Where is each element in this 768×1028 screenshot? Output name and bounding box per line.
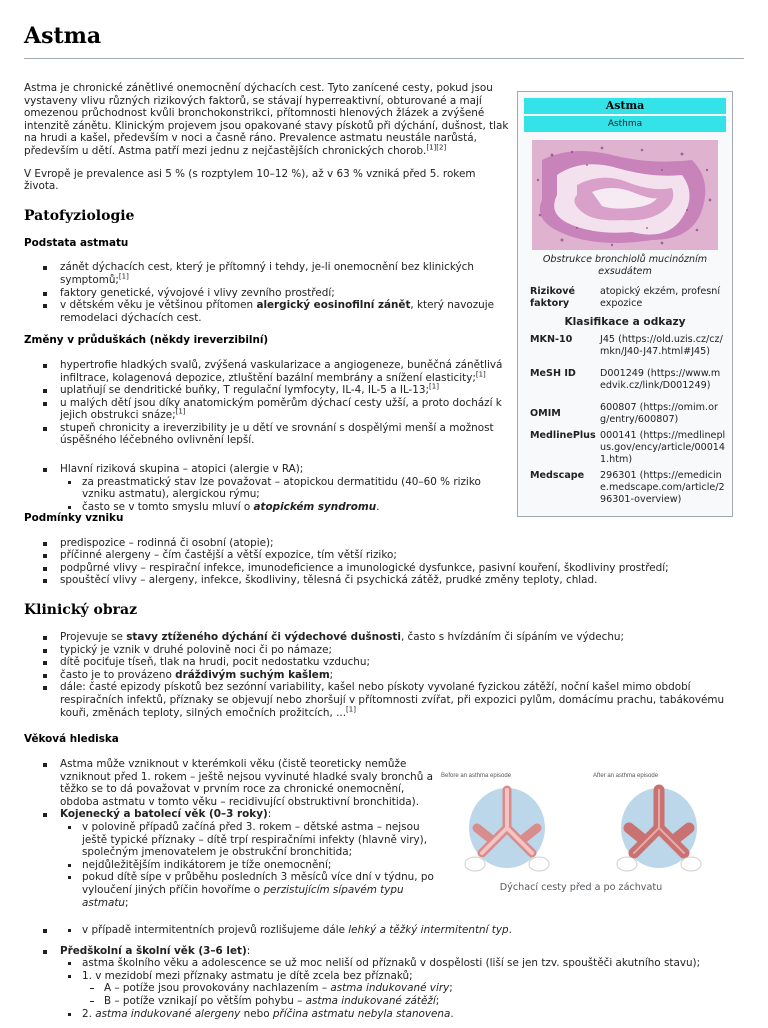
bold-text: dráždivým suchým kašlem (175, 668, 330, 681)
infobox-section-heading: Klasifikace a odkazy (564, 316, 686, 328)
list-item (60, 463, 512, 513)
list-item (60, 299, 512, 324)
reference-link[interactable]: [1] (346, 705, 356, 714)
airway-figure (437, 768, 725, 895)
section-heading-patofyziologie: Patofyziologie (24, 207, 135, 224)
list-item-text: hypertrofie hladkých svalů, zvýšená vaskularizace a angiogeneze, buněčná zánětlivá infiltrace, kolagenová depozice, ztluštění bazální membrány a snížení elasticity; (60, 358, 503, 384)
sublist-riziko (60, 476, 512, 514)
list-item-text: , často s hvízdáním či sípáním ve výdechu; (400, 630, 625, 643)
intro-paragraph (24, 82, 512, 158)
list-item (60, 261, 512, 286)
infobox-row-label: MedlinePlus (530, 430, 596, 441)
figure-label-before: Before an asthma episode (441, 773, 512, 779)
emphasis-text: perzistujícím sípavém typu astmatu (82, 883, 404, 909)
title-divider (24, 58, 744, 59)
reference-link[interactable]: [1] (475, 370, 486, 379)
list-item: predispozice – rodinná či osobní (atopie); (60, 537, 744, 550)
sublist-kojenecky (60, 821, 434, 909)
sublist-item (104, 995, 744, 1008)
infobox-risk-label: Rizikové faktory (530, 286, 576, 309)
subheading-zmeny: Změny v průduškách (někdy ireverzibilní) (24, 334, 269, 347)
intro-text: Astma je chronické zánětlivé onemocnění dýchacích cest. Tyto zanícené cesty, pokud jsou vystaveny vlivu různých rizikových faktorů, se stávají hyperreaktivní, obturované a mají omezenou průchodnost kvůli bronchokonstrikci, přítomnosti hlenových žlázek a zvýšené intenzitě zánětu. Klinickým projevem jsou opakované stavy pískotů při dýchání, dušnost, tlak na hrudi a kašel, především v noci a časně ráno. Prevalence astmatu neustále narůstá, především u dětí. Astma patří mezi jednu z nejčastějších chronických chorob. (24, 82, 509, 157)
list-item-text: zánět dýchacích cest, který je přítomný i tehdy, je-li onemocnění bez klinických symptomů; (60, 261, 474, 286)
list-zmeny (24, 359, 512, 447)
list-item: podpůrné vlivy – respirační infekce, imunodeficience a imunologické dysfunkce, pasivní kouření, škodliviny prostředí; (60, 562, 744, 575)
list-item (60, 808, 434, 909)
infobox-link-medlineplus[interactable]: 000141 (https://medlineplus.gov/ency/article/000141.htm) (600, 430, 726, 465)
sublist-predskolni (60, 957, 744, 1020)
list-vekova (24, 758, 434, 909)
list-item-text: B – potíže vznikají po větším pohybu – (104, 994, 306, 1007)
list-item-text: . (508, 924, 512, 936)
list-item (60, 359, 512, 384)
list-item: Astma může vzniknout v kterémkoli věku (čistě teoreticky nemůže vzniknout před 1. rokem – ještě nejsou vyvinuté hladké svaly bronchů a těžko se to dá považovat v prvním roce za chronické onemocnění, obdoba astmatu v tomto věku – recidivující obstruktivní bronchitida). (60, 758, 433, 808)
infobox-risk-value: atopický ekzém, profesní expozice (600, 286, 721, 309)
infobox-row-mesh (530, 368, 726, 392)
airway-diagram-image[interactable] (437, 768, 725, 878)
infobox-link-mkn10[interactable]: J45 (https://old.uzis.cz/cz/mkn/J40-J47.html#J45) (600, 334, 723, 357)
list-item (60, 397, 512, 422)
list-item-text: Projevuje se (60, 630, 127, 643)
sublist-item: astma školního věku a adolescence se už moc neliší od příznaků v dospělosti (liší se jen tzv. spouštěči akutního stavu); (82, 957, 744, 970)
bold-text: Kojenecký a batolecí věk (0–3 roky) (60, 808, 268, 821)
subheading-podminky: Podmínky vzniku (24, 512, 124, 524)
list-item: příčinné alergeny – čím častější a větší expozice, tím větší riziko; (60, 549, 744, 562)
reference-link[interactable]: [1] (175, 407, 186, 416)
list-item (60, 631, 744, 644)
list-item-text: ; (449, 982, 453, 995)
infobox-row-mkn10 (530, 334, 726, 358)
emphasis-text: astma indukované alergeny (95, 1007, 241, 1020)
list-item-text: pokud dítě sípe v průběhu posledních 3 měsíců více dní v týdnu, po vyloučení jiných příčin hovoříme o (82, 871, 434, 896)
list-riziko (24, 463, 512, 513)
list-item-text: A – potíže jsou provokovány nachlazením – (104, 982, 331, 995)
list-item-text: v dětském věku je většinou přítomen (60, 299, 257, 312)
sublist-kojenecky-cont (60, 924, 744, 937)
list-item (60, 681, 744, 719)
sublist-item (82, 871, 434, 909)
list-item-text: dále: časté epizody pískotů bez sezónní variability, kašel nebo pískoty vyvolané fyzickou zátěží, noční kašel mimo období respiračních infektů, příznaky se objevují nebo zhoršují v přítomnosti zvířat, při expozici pylům, domácímu prachu, tabákovému kouři, změnách teploty, silných emočních prožitcích, ... (60, 681, 725, 719)
sublist-item (82, 924, 744, 937)
list-predskolni (24, 945, 744, 1021)
list-item-text: často je to provázeno (60, 668, 176, 681)
prevalence-paragraph: V Evropě je prevalence asi 5 % (s rozptylem 10–12 %), až v 63 % vzniká před 5. rokem života. (24, 167, 476, 193)
list-item: faktory genetické, vývojové i vlivy zevního prostředí; (60, 287, 512, 300)
list-podstata (24, 261, 512, 324)
airway-before (465, 788, 549, 871)
list-item (60, 945, 744, 1021)
emphasis-text: lehký a těžký intermitentní typ (348, 924, 509, 936)
article-body-tail (24, 924, 744, 1028)
emphasis-link[interactable]: atopickém syndromu (253, 500, 377, 513)
reference-link[interactable]: [1] (118, 272, 129, 281)
list-item-text: Hlavní riziková skupina – atopici (alergie v RA); (60, 463, 304, 476)
list-klinicky (24, 631, 744, 719)
figure-caption: Dýchací cesty před a po záchvatu (499, 882, 663, 893)
subheading-podstata: Podstata astmatu (24, 236, 129, 249)
reference-link[interactable]: [1][2] (426, 143, 447, 152)
list-item: dítě pociťuje tíseň, tlak na hrudi, pocit nedostatku vzduchu; (60, 656, 744, 669)
bold-text: stavy ztíženého dýchání či výdechové dušnosti (126, 630, 401, 643)
sublist-item (82, 1008, 744, 1021)
reference-link[interactable]: [1] (429, 382, 439, 391)
bold-link[interactable]: alergický eosinofilní zánět (256, 299, 411, 312)
sublist-level3 (82, 982, 744, 1007)
list-item (60, 669, 744, 682)
subheading-vekova: Věková hlediska (24, 733, 119, 746)
list-item: spouštěcí vlivy – alergeny, infekce, škodliviny, tělesná či psychická zátěž, prudké změny teploty, chlad. (60, 574, 744, 587)
list-item-text: ; (125, 896, 129, 909)
list-item-text: 1. v mezidobí mezi příznaky astmatu je dítě zcela bez příznaků; (82, 969, 413, 982)
infobox-row-medlineplus (530, 430, 726, 466)
figure-label-after: After an asthma episode (593, 773, 659, 779)
bronchiole-histology-image[interactable] (532, 140, 718, 250)
section-heading-klinicky: Klinický obraz (24, 601, 138, 618)
infobox-link-medscape[interactable]: 296301 (https://emedicine.medscape.com/article/296301-overview) (600, 470, 725, 505)
infobox-row-label: OMIM (530, 408, 561, 419)
list-item (60, 924, 744, 937)
list-item-text: , který navozuje remodelaci dýchacích cest. (60, 299, 495, 324)
infobox-link-mesh[interactable]: D001249 (https://www.medvik.cz/link/D001249) (600, 368, 721, 391)
list-item-text: často se v tomto smyslu mluví o (82, 500, 254, 513)
emphasis-text: astma indukované zátěží (305, 994, 436, 1007)
sublist-item: nejdůležitějším indikátorem je tíže onemocnění; (82, 859, 434, 872)
airway-after (617, 788, 701, 871)
list-item-text: u malých dětí jsou díky anatomickým poměrům dýchací cesty užší, a proto dochází k jejich obstrukci snáze; (60, 396, 502, 422)
sublist-item: za preastmatický stav lze považovat – atopickou dermatitidu (40–60 % riziko vzniku astmatu), alergickou rýmu; (82, 476, 512, 501)
list-item (60, 384, 512, 397)
list-item: stupeň chronicity a ireverzibility je u dětí ve srovnání s dospělými menší a možnost úspěšného léčebného ovlivnění lepší. (60, 422, 512, 447)
article-body (24, 82, 512, 521)
list-item-text: : (267, 808, 272, 821)
infobox-title: Astma (524, 98, 726, 114)
infobox-caption: Obstrukce bronchiolů mucinózním exsudátem (542, 254, 708, 277)
list-item-text: v případě intermitentních projevů rozlišujeme dále (82, 924, 349, 936)
list-item: typický je vznik v druhé polovině noci či po námaze; (60, 644, 744, 657)
sublist-item (104, 982, 744, 995)
infobox-row-label: Medscape (530, 470, 585, 481)
list-item-text: : (246, 944, 251, 957)
infobox-row-omim (530, 402, 726, 426)
list-item-text: uplatňují se dendritické buňky, T regulační lymfocyty, IL-4, IL-5 a IL-13; (60, 384, 430, 397)
article-body-lower (24, 512, 744, 758)
page-title: Astma (24, 23, 102, 49)
article-body-age (24, 758, 434, 917)
infobox-subtitle: Asthma (524, 116, 726, 132)
sublist-item: v polovině případů začíná před 3. rokem – dětské astma – nejsou ještě typické příznaky – dítě trpí respiračními infekty (hlavně viry), společným jmenovatelem je obstrukční bronchitida; (82, 821, 434, 859)
infobox (517, 91, 733, 517)
list-item-text: nebo (240, 1007, 273, 1020)
sublist-item (82, 970, 744, 1008)
list-podminky (24, 537, 744, 587)
list-item-text: ; (329, 668, 334, 681)
list-item-text: . (450, 1007, 454, 1020)
infobox-row-label: MeSH ID (530, 368, 576, 379)
emphasis-text: astma indukované viry (330, 982, 450, 995)
list-item-text: 2. (82, 1007, 96, 1020)
emphasis-text: příčina astmatu nebyla stanovena (272, 1007, 451, 1020)
infobox-row-label: MKN-10 (530, 334, 573, 345)
bold-text: Předškolní a školní věk (3–6 let) (60, 944, 247, 957)
list-item-text: . (376, 500, 380, 513)
list-vekova-cont (24, 924, 744, 937)
infobox-row-risk (530, 286, 726, 310)
list-item-text: ; (435, 994, 440, 1007)
infobox-link-omim[interactable]: 600807 (https://omim.org/entry/600807) (600, 402, 718, 425)
infobox-row-medscape (530, 470, 726, 506)
